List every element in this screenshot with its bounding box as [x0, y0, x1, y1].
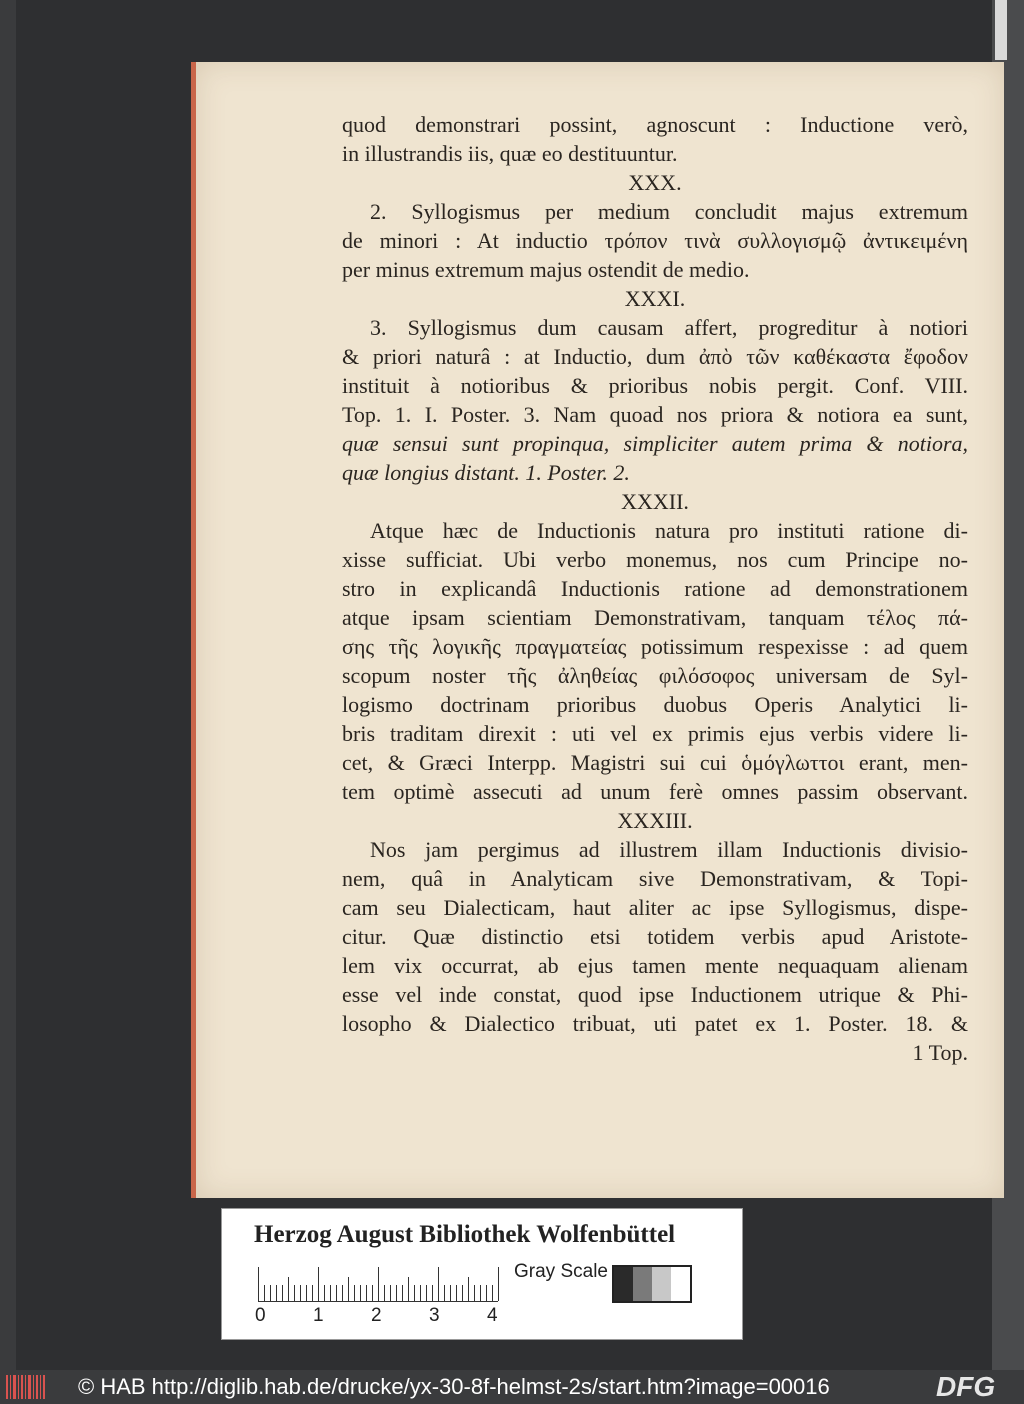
ruler-tick [432, 1285, 433, 1301]
ruler-tick [294, 1285, 295, 1301]
ruler-tick [444, 1285, 445, 1301]
ruler-tick [468, 1277, 469, 1301]
ruler-number: 0 [255, 1305, 266, 1326]
text-line: bris traditam direxit : uti vel ex primis ejus verbis videre li- [342, 721, 968, 746]
text-line: logismo doctrinam prioribus duobus Operis Analytici li- [342, 692, 968, 717]
text-line: nem, quâ in Analyticam sive Demonstrativam, & Topi- [342, 866, 968, 891]
ruler-tick [462, 1285, 463, 1301]
text-line: losopho & Dialectico tribuat, uti patet ex 1. Poster. 18. & [342, 1011, 968, 1036]
text-line: σης τῆς λογικῆς πραγματείας potissimum respexisse : ad quem [342, 634, 968, 659]
gray-scale-label: Gray Scale [514, 1261, 608, 1282]
ruler-tick [282, 1285, 283, 1301]
gray-swatch [633, 1267, 652, 1301]
barcode-icon [6, 1373, 46, 1401]
text-line: & priori naturâ : at Inductio, dum ἀπὸ τῶν καθέκαστα ἔφοδον [342, 344, 968, 369]
ruler-tick [258, 1267, 259, 1301]
footer-url[interactable]: © HAB http://diglib.hab.de/drucke/yx-30-8f-helmst-2s/start.htm?image=00016 [78, 1374, 830, 1399]
ruler-tick [300, 1285, 301, 1301]
ruler-tick [498, 1267, 499, 1301]
text-line: Top. 1. I. Poster. 3. Nam quoad nos priora & notiora ea sunt, [342, 402, 968, 427]
text-line: Atque hæc de Inductionis natura pro instituti ratione di- [370, 518, 968, 543]
hab-color-card [221, 1208, 743, 1340]
gray-swatch [614, 1267, 633, 1301]
ruler-number: 3 [429, 1305, 440, 1326]
text-line: instituit à notioribus & prioribus nobis pergit. Conf. VIII. [342, 373, 968, 398]
text-line: cam seu Dialecticam, haut aliter ac ipse Syllogismus, dispe- [342, 895, 968, 920]
ruler-tick [312, 1285, 313, 1301]
text-line: XXX. [628, 170, 682, 195]
text-line: tem optimè assecuti ad unum ferè omnes passim observant. [342, 779, 968, 804]
ruler [258, 1267, 498, 1301]
text-line: citur. Quæ distinctio etsi totidem verbis apud Aristote- [342, 924, 968, 949]
ruler-tick [336, 1285, 337, 1301]
text-line: 2. Syllogismus per medium concludit majus extremum [370, 199, 968, 224]
text-line: in illustrandis iis, quæ eo destituuntur. [342, 141, 678, 166]
ruler-tick [450, 1285, 451, 1301]
ruler-tick [288, 1277, 289, 1301]
ruler-tick [492, 1285, 493, 1301]
ruler-tick [330, 1285, 331, 1301]
text-line: lem vix occurrat, ab ejus tamen mente nequaquam alienam [342, 953, 968, 978]
text-line: 3. Syllogismus dum causam affert, progreditur à notiori [370, 315, 968, 340]
ruler-tick [396, 1285, 397, 1301]
ruler-number: 1 [313, 1305, 324, 1326]
text-line: Nos jam pergimus ad illustrem illam Inductionis divisio- [370, 837, 968, 862]
ruler-tick [438, 1267, 439, 1301]
ruler-tick [348, 1277, 349, 1301]
ruler-tick [366, 1285, 367, 1301]
ruler-tick [324, 1285, 325, 1301]
ruler-tick [384, 1285, 385, 1301]
ruler-tick [378, 1267, 379, 1301]
ruler-tick [306, 1285, 307, 1301]
ruler-tick [480, 1285, 481, 1301]
text-line: scopum noster τῆς ἀληθείας φιλόσοφος universam de Syl- [342, 663, 968, 688]
text-line: quod demonstrari possint, agnoscunt : Inductione verò, [342, 112, 968, 137]
text-line: 1 Top. [912, 1040, 968, 1065]
ruler-tick [408, 1277, 409, 1301]
ruler-tick [318, 1267, 319, 1301]
text-line: quæ longius distant. 1. Poster. 2. [342, 460, 630, 485]
scanner-left-strip [0, 0, 16, 1404]
ruler-tick [456, 1285, 457, 1301]
ruler-tick [264, 1285, 265, 1301]
text-line: cet, & Græci Interpp. Magistri sui cui ὁμόγλωττοι erant, men- [342, 750, 968, 775]
text-line: quæ sensui sunt propinqua, simpliciter autem prima & notiora, [342, 431, 968, 456]
ruler-tick [270, 1285, 271, 1301]
text-line: XXXIII. [617, 808, 693, 833]
text-line: esse vel inde constat, quod ipse Inductionem utrique & Phi- [342, 982, 968, 1007]
text-line: xisse sufficiat. Ubi verbo monemus, nos cum Principe no- [342, 547, 968, 572]
ruler-tick [390, 1285, 391, 1301]
ruler-tick [342, 1285, 343, 1301]
scanner-clip [995, 0, 1007, 60]
text-line: XXXI. [624, 286, 686, 311]
text-line: stro in explicandâ Inductionis ratione ad demonstrationem [342, 576, 968, 601]
ruler-number: 2 [371, 1305, 382, 1326]
gray-swatch [671, 1267, 690, 1301]
ruler-tick [360, 1285, 361, 1301]
ruler-tick [354, 1285, 355, 1301]
gray-swatch [652, 1267, 671, 1301]
ruler-number: 4 [487, 1305, 498, 1326]
ruler-tick [402, 1285, 403, 1301]
ruler-tick [486, 1285, 487, 1301]
gray-scale-swatches [612, 1265, 692, 1303]
ruler-tick [426, 1285, 427, 1301]
library-title: Herzog August Bibliothek Wolfenbüttel [254, 1221, 676, 1248]
text-line: per minus extremum majus ostendit de medio. [342, 257, 750, 282]
ruler-tick [372, 1285, 373, 1301]
ruler-tick [276, 1285, 277, 1301]
ruler-tick [414, 1285, 415, 1301]
ruler-tick [420, 1285, 421, 1301]
text-line: atque ipsam scientiam Demonstrativam, tanquam τέλος πά- [342, 605, 968, 630]
page-text [342, 110, 968, 1067]
text-line: XXXII. [621, 489, 689, 514]
dfg-logo: DFG [936, 1371, 996, 1402]
ruler-baseline [258, 1301, 498, 1302]
footer-bar [0, 1370, 1024, 1404]
ruler-tick [474, 1285, 475, 1301]
text-line: de minori : At inductio τρόπον τινὰ συλλογισμῷ ἀντικειμένη [342, 228, 968, 253]
